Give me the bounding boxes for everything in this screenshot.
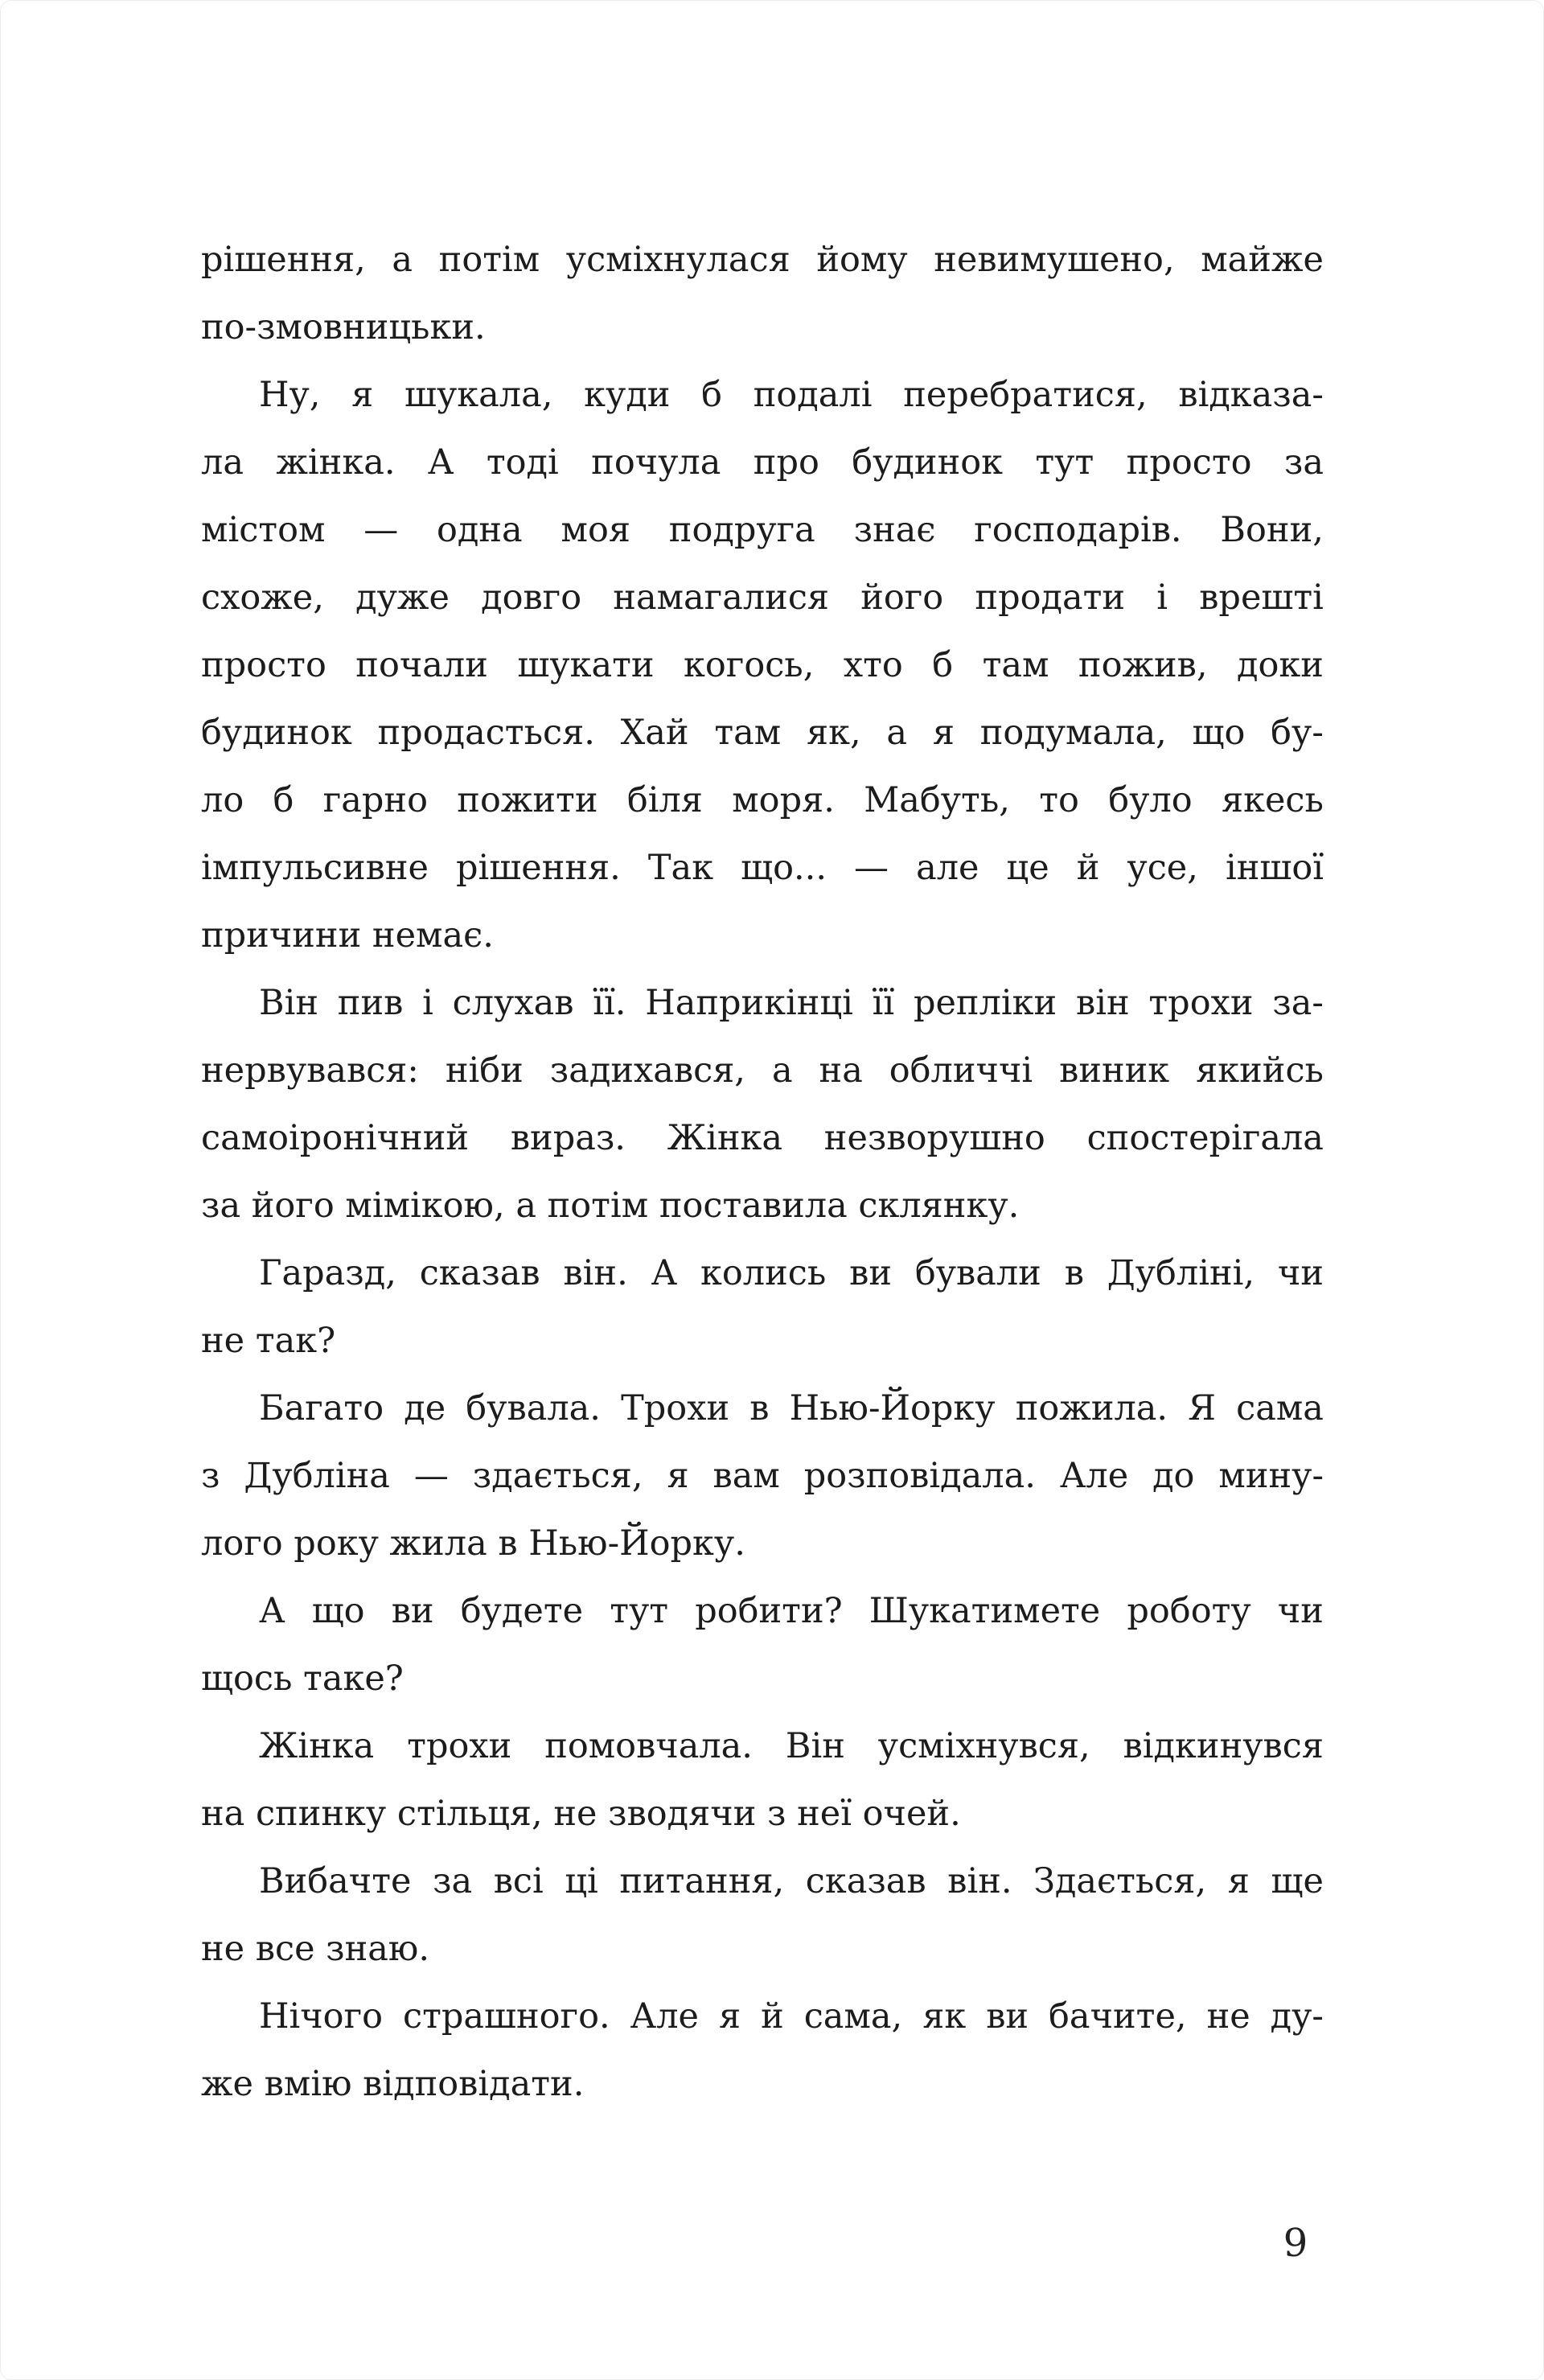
text-line: нервувався: ніби задихався, а на обличчі виник якийсь [201,1050,1324,1091]
text-line: ло б гарно пожити біля моря. Мабуть, то було якесь [201,780,1324,820]
paragraph [201,361,1324,969]
text-line: причини немає. [201,915,494,956]
paragraph [201,1848,1324,1983]
text-line: Жінка трохи помовчала. Він усміхнувся, відкинувся [259,1726,1324,1766]
paragraph [201,1239,1324,1375]
paragraph [201,1712,1324,1848]
text-line: рішення, а потім усміхнулася йому невимушено, майже [201,240,1324,280]
text-line: містом — одна моя подруга знає господарів. Вони, [201,510,1324,550]
paragraph [201,1577,1324,1712]
text-line: ла жінка. А тоді почула про будинок тут просто за [201,442,1324,483]
text-line: Вибачте за всі ці питання, сказав він. Здається, я ще [259,1861,1324,1901]
text-line: самоіронічний вираз. Жінка незворушно спостерігала [201,1118,1324,1158]
text-line: імпульсивне рішення. Так що... — але це й усе, іншої [201,848,1324,888]
text-line: не все знаю. [201,1929,430,1969]
text-line: з Дубліна — здається, я вам розповідала. Але до мину- [201,1456,1324,1496]
text-line: Він пив і слухав її. Наприкінці її репліки він трохи за- [259,983,1324,1023]
paragraph [201,226,1324,361]
text-line: А що ви будете тут робити? Шукатимете роботу чи [259,1591,1324,1631]
paragraph [201,1375,1324,1577]
paragraph [201,969,1324,1239]
text-line: будинок продасться. Хай там як, а я подумала, що бу- [201,713,1324,753]
text-line: лого року жила в Нью-Йорку. [201,1523,745,1564]
text-line: Гаразд, сказав він. А колись ви бували в Дубліні, чи [259,1253,1324,1293]
text-line: просто почали шукати когось, хто б там пожив, доки [201,645,1324,685]
text-line: Ну, я шукала, куди б подалі перебратися, відказа- [259,375,1324,415]
text-line: Нічого страшного. Але я й сама, як ви бачите, не ду- [259,1996,1324,2037]
text-line: на спинку стільця, не зводячи з неї очей. [201,1794,961,1834]
page-text-block [201,226,1324,2118]
text-line: щось таке? [201,1659,404,1699]
text-line: же вмію відповідати. [201,2064,585,2104]
text-line: за його мімікою, а потім поставила склянку. [201,1186,1020,1226]
text-line: по-змовницьки. [201,307,486,347]
paragraph [201,1983,1324,2118]
page-number: 9 [1283,2221,1308,2266]
text-line: не так? [201,1321,336,1361]
text-line: схоже, дуже довго намагалися його продати і врешті [201,578,1324,618]
text-line: Багато де бувала. Трохи в Нью-Йорку пожила. Я сама [259,1388,1324,1428]
